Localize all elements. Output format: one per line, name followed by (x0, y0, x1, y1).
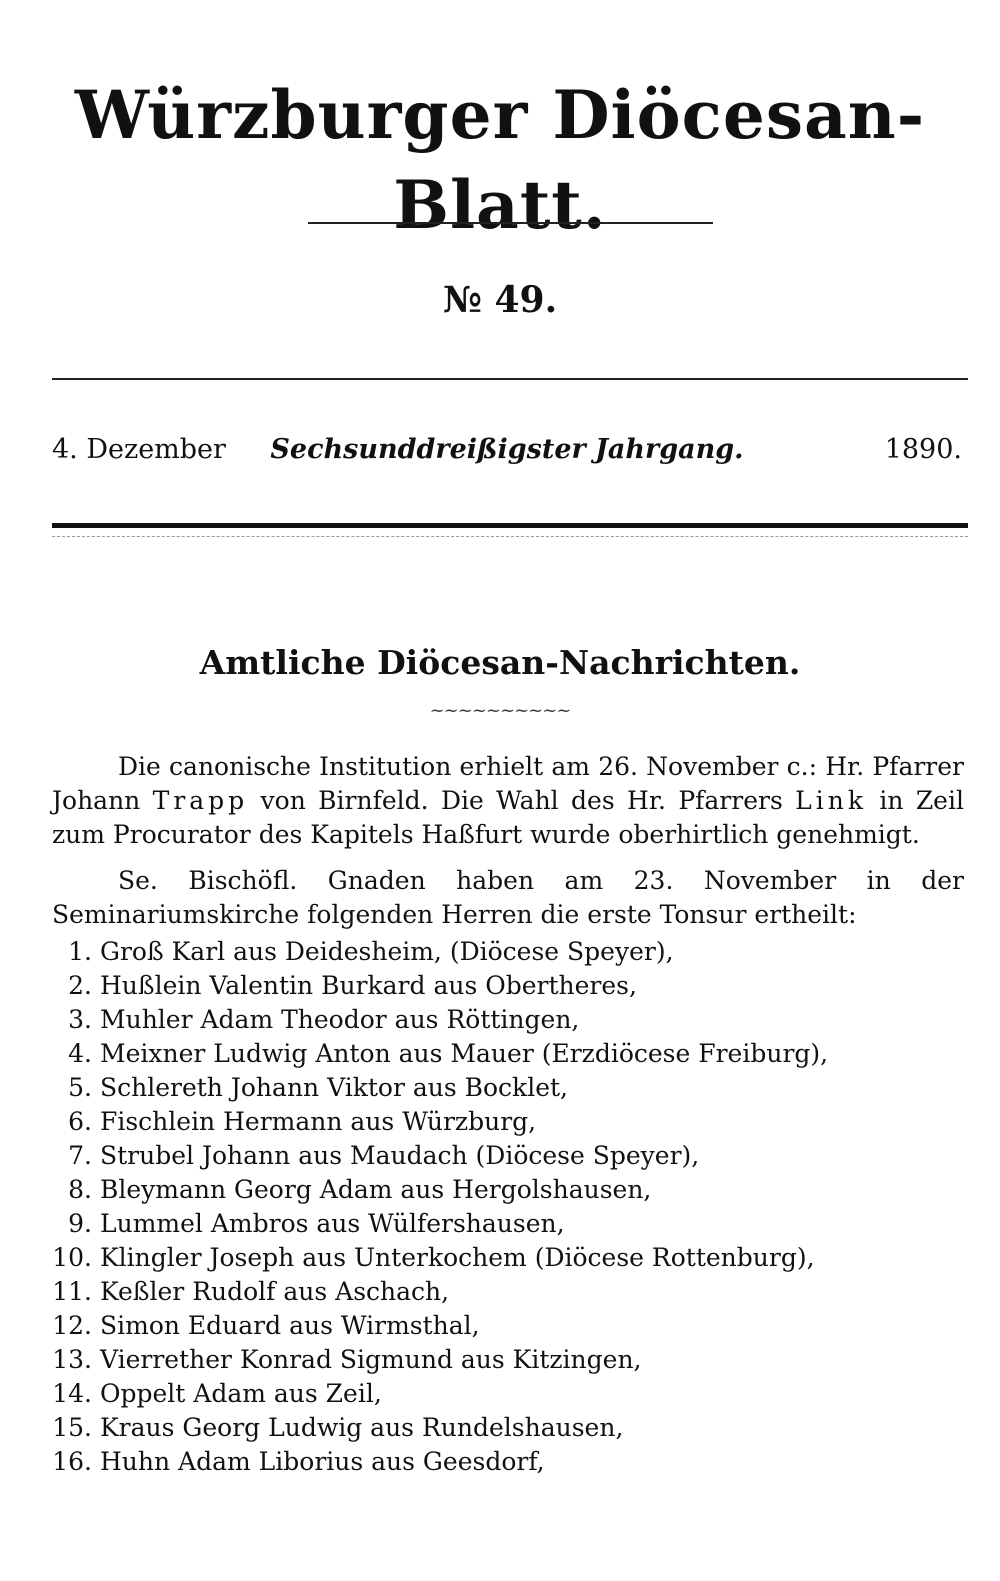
list-item-name: Oppelt Adam aus Zeil, (100, 1379, 382, 1408)
list-item (50, 1207, 950, 1241)
list-item (50, 935, 950, 969)
paragraph-institution (52, 750, 964, 852)
list-item (50, 1105, 950, 1139)
list-item (50, 1411, 950, 1445)
header-rule-bottom (52, 523, 968, 528)
list-item (50, 1037, 950, 1071)
issue-year: 1890. (884, 434, 962, 465)
list-item-number: 2. (68, 971, 92, 1000)
issue-number: № 49. (442, 279, 558, 321)
list-item (50, 969, 950, 1003)
list-item (50, 1173, 950, 1207)
list-item (50, 1275, 950, 1309)
list-item-number: 12. (52, 1311, 92, 1340)
list-item (50, 1343, 950, 1377)
list-item (50, 1377, 950, 1411)
list-item-name: Hußlein Valentin Burkard aus Obertheres, (100, 971, 637, 1000)
spaced-name-link: Link (795, 786, 867, 815)
dateline (52, 430, 962, 470)
list-item-number: 4. (68, 1039, 92, 1068)
list-item-name: Klingler Joseph aus Unterkochem (Diöcese Rottenburg), (100, 1243, 815, 1272)
list-item (50, 1139, 950, 1173)
list-item-name: Groß Karl aus Deidesheim, (Diöcese Speyer), (100, 937, 674, 966)
paragraph-institution-mid: von Birnfeld. Die Wahl des Hr. Pfarrers (248, 786, 796, 815)
list-item-number: 16. (52, 1447, 92, 1476)
list-item-name: Bleymann Georg Adam aus Hergolshausen, (100, 1175, 652, 1204)
list-item-name: Simon Eduard aus Wirmsthal, (100, 1311, 480, 1340)
list-item-number: 15. (52, 1413, 92, 1442)
list-item-name: Strubel Johann aus Maudach (Diöcese Speyer), (100, 1141, 700, 1170)
list-item (50, 1309, 950, 1343)
list-item (50, 1003, 950, 1037)
list-item-number: 8. (68, 1175, 92, 1204)
paragraph-institution-start: Die canonische Institution erhielt am 26. November c.: Hr. Pfarrer Johann (52, 752, 964, 815)
header-rule-hairline (52, 536, 968, 537)
list-item-name: Kraus Georg Ludwig aus Rundelshausen, (100, 1413, 624, 1442)
issue-date: 4. Dezember (52, 434, 226, 465)
paragraph-tonsure: Se. Bischöfl. Gnaden haben am 23. November in der Seminariumskirche folgenden Herren die erste Tonsur ertheilt: (52, 866, 964, 929)
masthead-title: Würzburger Diöcesan-Blatt. (74, 76, 926, 244)
list-item-name: Lummel Ambros aus Wülfershausen, (100, 1209, 565, 1238)
list-item-number: 1. (68, 937, 92, 966)
tonsure-list (50, 935, 950, 1479)
masthead-divider (308, 222, 713, 224)
list-item-number: 14. (52, 1379, 92, 1408)
list-item-number: 9. (68, 1209, 92, 1238)
list-item (50, 1241, 950, 1275)
section-title: Amtliche Diöcesan-Nachrichten. (199, 643, 801, 682)
section-ornament: ~~~~~~~~~~ (429, 700, 571, 721)
list-item-name: Keßler Rudolf aus Aschach, (100, 1277, 450, 1306)
volume-label: Sechsunddreißigster Jahrgang. (270, 434, 744, 465)
list-item-name: Muhler Adam Theodor aus Röttingen, (100, 1005, 580, 1034)
list-item (50, 1071, 950, 1105)
list-item-name: Fischlein Hermann aus Würzburg, (100, 1107, 537, 1136)
list-item-number: 3. (68, 1005, 92, 1034)
list-item-number: 13. (52, 1345, 92, 1374)
list-item-name: Vierrether Konrad Sigmund aus Kitzingen, (100, 1345, 642, 1374)
list-item-number: 7. (68, 1141, 92, 1170)
list-item-number: 5. (68, 1073, 92, 1102)
spaced-name-trapp: Trapp (152, 786, 249, 815)
header-rule-top (52, 378, 968, 380)
list-item-name: Schlereth Johann Viktor aus Bocklet, (100, 1073, 568, 1102)
list-item (50, 1445, 950, 1479)
list-item-number: 6. (68, 1107, 92, 1136)
list-item-number: 11. (52, 1277, 92, 1306)
list-item-number: 10. (52, 1243, 92, 1272)
list-item-name: Meixner Ludwig Anton aus Mauer (Erzdiöcese Freiburg), (100, 1039, 829, 1068)
list-item-name: Huhn Adam Liborius aus Geesdorf, (100, 1447, 545, 1476)
paragraph-institution-end: in Zeil zum Procurator des Kapitels Haßfurt wurde oberhirtlich genehmigt. (52, 786, 964, 849)
